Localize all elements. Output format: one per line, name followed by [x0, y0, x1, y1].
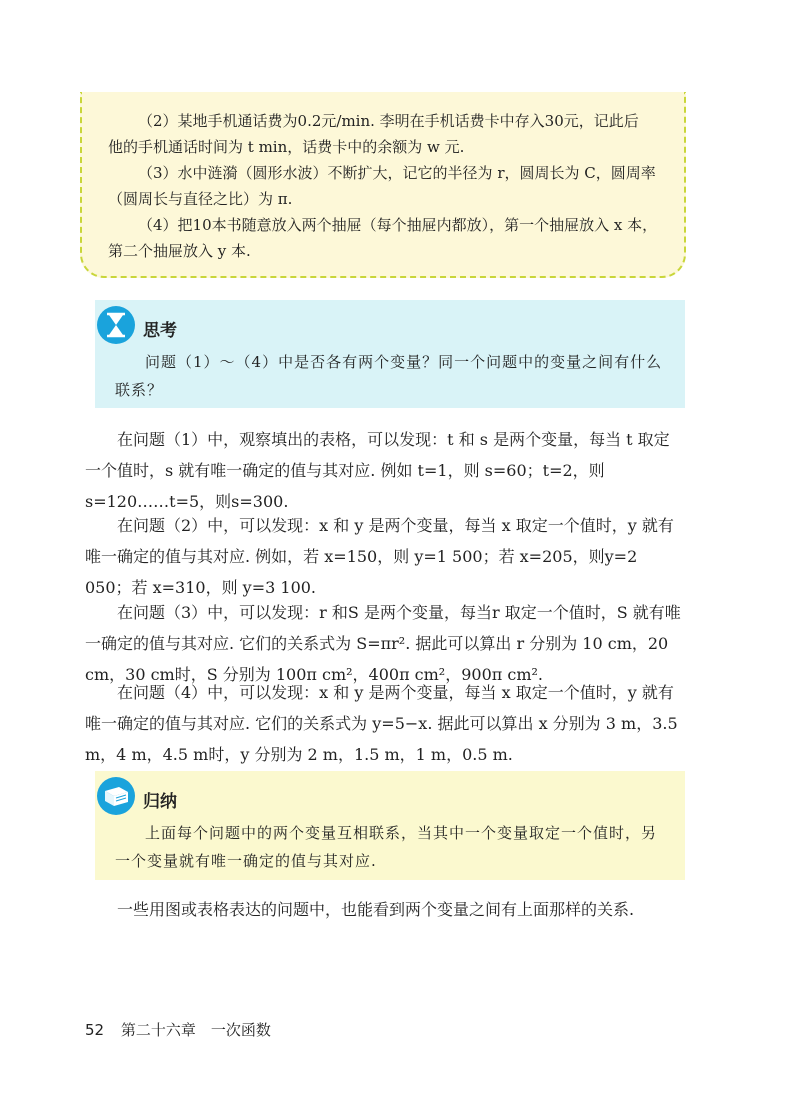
- paragraph-problem-1: 在问题（1）中，观察填出的表格，可以发现：t 和 s 是两个变量，每当 t 取定一个值时，s 就有唯一确定的值与其对应. 例如 t=1，则 s=60；t=2，则 s=120……t=5，则s=300.: [85, 430, 670, 511]
- problem-4-line-1: （4）把10本书随意放入两个抽屉（每个抽屉内都放），第一个抽屉放入 x 本，: [138, 216, 658, 234]
- problem-3-line-2: （圆周长与直径之比）为 π.: [108, 190, 293, 208]
- paragraph-problem-4: 在问题（4）中，可以发现：x 和 y 是两个变量，每当 x 取定一个值时，y 就有唯一确定的值与其对应. 它们的关系式为 y=5−x. 据此可以算出 x 分别为 3 m，3.5 m，4 m，4.5 m时，y 分别为 2 m，1.5 m，1 m，0.5 m.: [85, 683, 678, 764]
- chapter-title: 第二十六章 一次函数: [120, 1021, 271, 1039]
- summary-callout: [95, 771, 685, 880]
- summary-title: 归纳: [143, 792, 177, 812]
- think-body: 问题（1）～（4）中是否各有两个变量？同一个问题中的变量之间有什么联系？: [115, 353, 663, 399]
- problem-4-line-2: 第二个抽屉放入 y 本.: [108, 242, 251, 260]
- problem-box: [80, 92, 686, 278]
- hourglass-icon: [97, 306, 135, 344]
- summary-body: 上面每个问题中的两个变量互相联系，当其中一个变量取定一个值时，另一个变量就有唯一确定的值与其对应.: [115, 824, 658, 870]
- paragraph-closing: 一些用图或表格表达的问题中，也能看到两个变量之间有上面那样的关系.: [117, 900, 635, 919]
- page-number: 52: [85, 1021, 105, 1039]
- book-icon: [97, 777, 135, 815]
- problem-3-line-1: （3）水中涟漪（圆形水波）不断扩大，记它的半径为 r，圆周长为 C，圆周率: [138, 164, 656, 182]
- think-title: 思考: [143, 321, 177, 341]
- paragraph-problem-2: 在问题（2）中，可以发现：x 和 y 是两个变量，每当 x 取定一个值时，y 就有唯一确定的值与其对应. 例如，若 x=150，则 y=1 500；若 x=205，则y=2 050；若 x=310，则 y=3 100.: [85, 516, 674, 597]
- page-footer: [85, 1019, 271, 1040]
- think-callout: [95, 300, 685, 408]
- paragraph-problem-3: 在问题（3）中，可以发现：r 和S 是两个变量，每当r 取定一个值时，S 就有唯一确定的值与其对应. 它们的关系式为 S=πr². 据此可以算出 r 分别为 10 cm，20 cm，30 cm时，S 分别为 100π cm²，400π cm²，900π cm².: [85, 603, 681, 684]
- problem-2-line-2: 他的手机通话时间为 t min，话费卡中的余额为 w 元.: [108, 138, 465, 156]
- problem-2-line-1: （2）某地手机通话费为0.2元/min. 李明在手机话费卡中存入30元，记此后: [138, 112, 639, 130]
